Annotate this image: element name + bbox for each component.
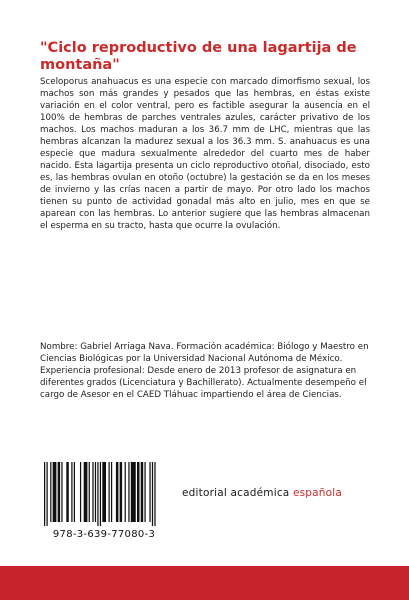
barcode-bar [120, 462, 122, 522]
barcode-bar [95, 462, 96, 522]
barcode-bar [97, 462, 98, 526]
barcode-bar [46, 462, 47, 526]
publisher-name-accent: española [292, 487, 343, 499]
barcode-bar [53, 462, 57, 522]
barcode-bar [149, 462, 150, 522]
book-title: "Ciclo reproductivo de una lagartija de montaña" [40, 40, 357, 73]
barcode-bar [80, 462, 81, 522]
barcode-bar [131, 462, 136, 522]
barcode-bar [66, 462, 68, 522]
barcode-bar [44, 462, 45, 526]
publisher-name: editorial académica [182, 487, 293, 499]
barcode-bars [42, 462, 166, 526]
barcode-bar [152, 462, 153, 526]
barcode-bar [61, 462, 62, 522]
barcode-bar [116, 462, 118, 522]
barcode-bar [111, 462, 112, 522]
book-description: Sceloporus anahuacus es una especie con marcado dimorfismo sexual, los machos son más grandes y pesados que las hembras, en éstas existe variación en el color ventral, pero es factible asegurar la ausencia en el 100% de hembras de parches ventrales azules, carácter privativo de los machos. Los machos maduran a los 36.7 mm de LHC, mientras que las hembras alcanzan la madurez sexual a los 36.3 mm. S. anahuacus es una especie que madura sexualmente alrededor del cuarto mes de haber nacido. Esta lagartija presenta un ciclo reproductivo otoñal, disociado, esto es, las hembras ovulan en otoño (octubre) la gestación se da en los meses de invierno y las crías nacen a partir de mayo. Por otro lado los machos tienen su punto de actividad gonadal más alto en julio, mes en que se aparean con las hembras. Lo anterior sugiere que las hembras almacenan el esperma en su tracto, hasta que ocurre la ovulación. [40, 77, 370, 231]
isbn-barcode [40, 460, 168, 544]
barcode-bar [154, 462, 155, 526]
barcode-bar [125, 462, 126, 522]
barcode-bar [128, 462, 129, 522]
publisher-logo [182, 487, 342, 499]
barcode-bar [100, 462, 101, 526]
barcode-bar [89, 462, 90, 522]
barcode-bar [50, 462, 51, 522]
barcode-bar [141, 462, 143, 522]
author-biography: Nombre: Gabriel Arriaga Nava. Formación académica: Biólogo y Maestro en Ciencias Biológicas por la Universidad Nacional Autónoma de México. Experiencia profesional: Desde enero de 2013 profesor de asignatura en diferentes grados (Licenciatura y Bachillerato). Actualmente desempeño el cargo de Asesor en el CAED Tláhuac impartiendo el área de Ciencias. [40, 342, 369, 400]
barcode-bar [58, 462, 60, 522]
isbn-number: 978-3-639-77080-3 [52, 529, 156, 540]
barcode-bar [137, 462, 139, 522]
barcode-bar [74, 462, 75, 522]
barcode-bar [102, 462, 106, 522]
bottom-color-band [0, 566, 409, 600]
barcode-bar [84, 462, 88, 522]
barcode-bar [71, 462, 72, 522]
barcode-bar [144, 462, 145, 522]
barcode-bar [92, 462, 93, 522]
barcode-bar [108, 462, 109, 522]
